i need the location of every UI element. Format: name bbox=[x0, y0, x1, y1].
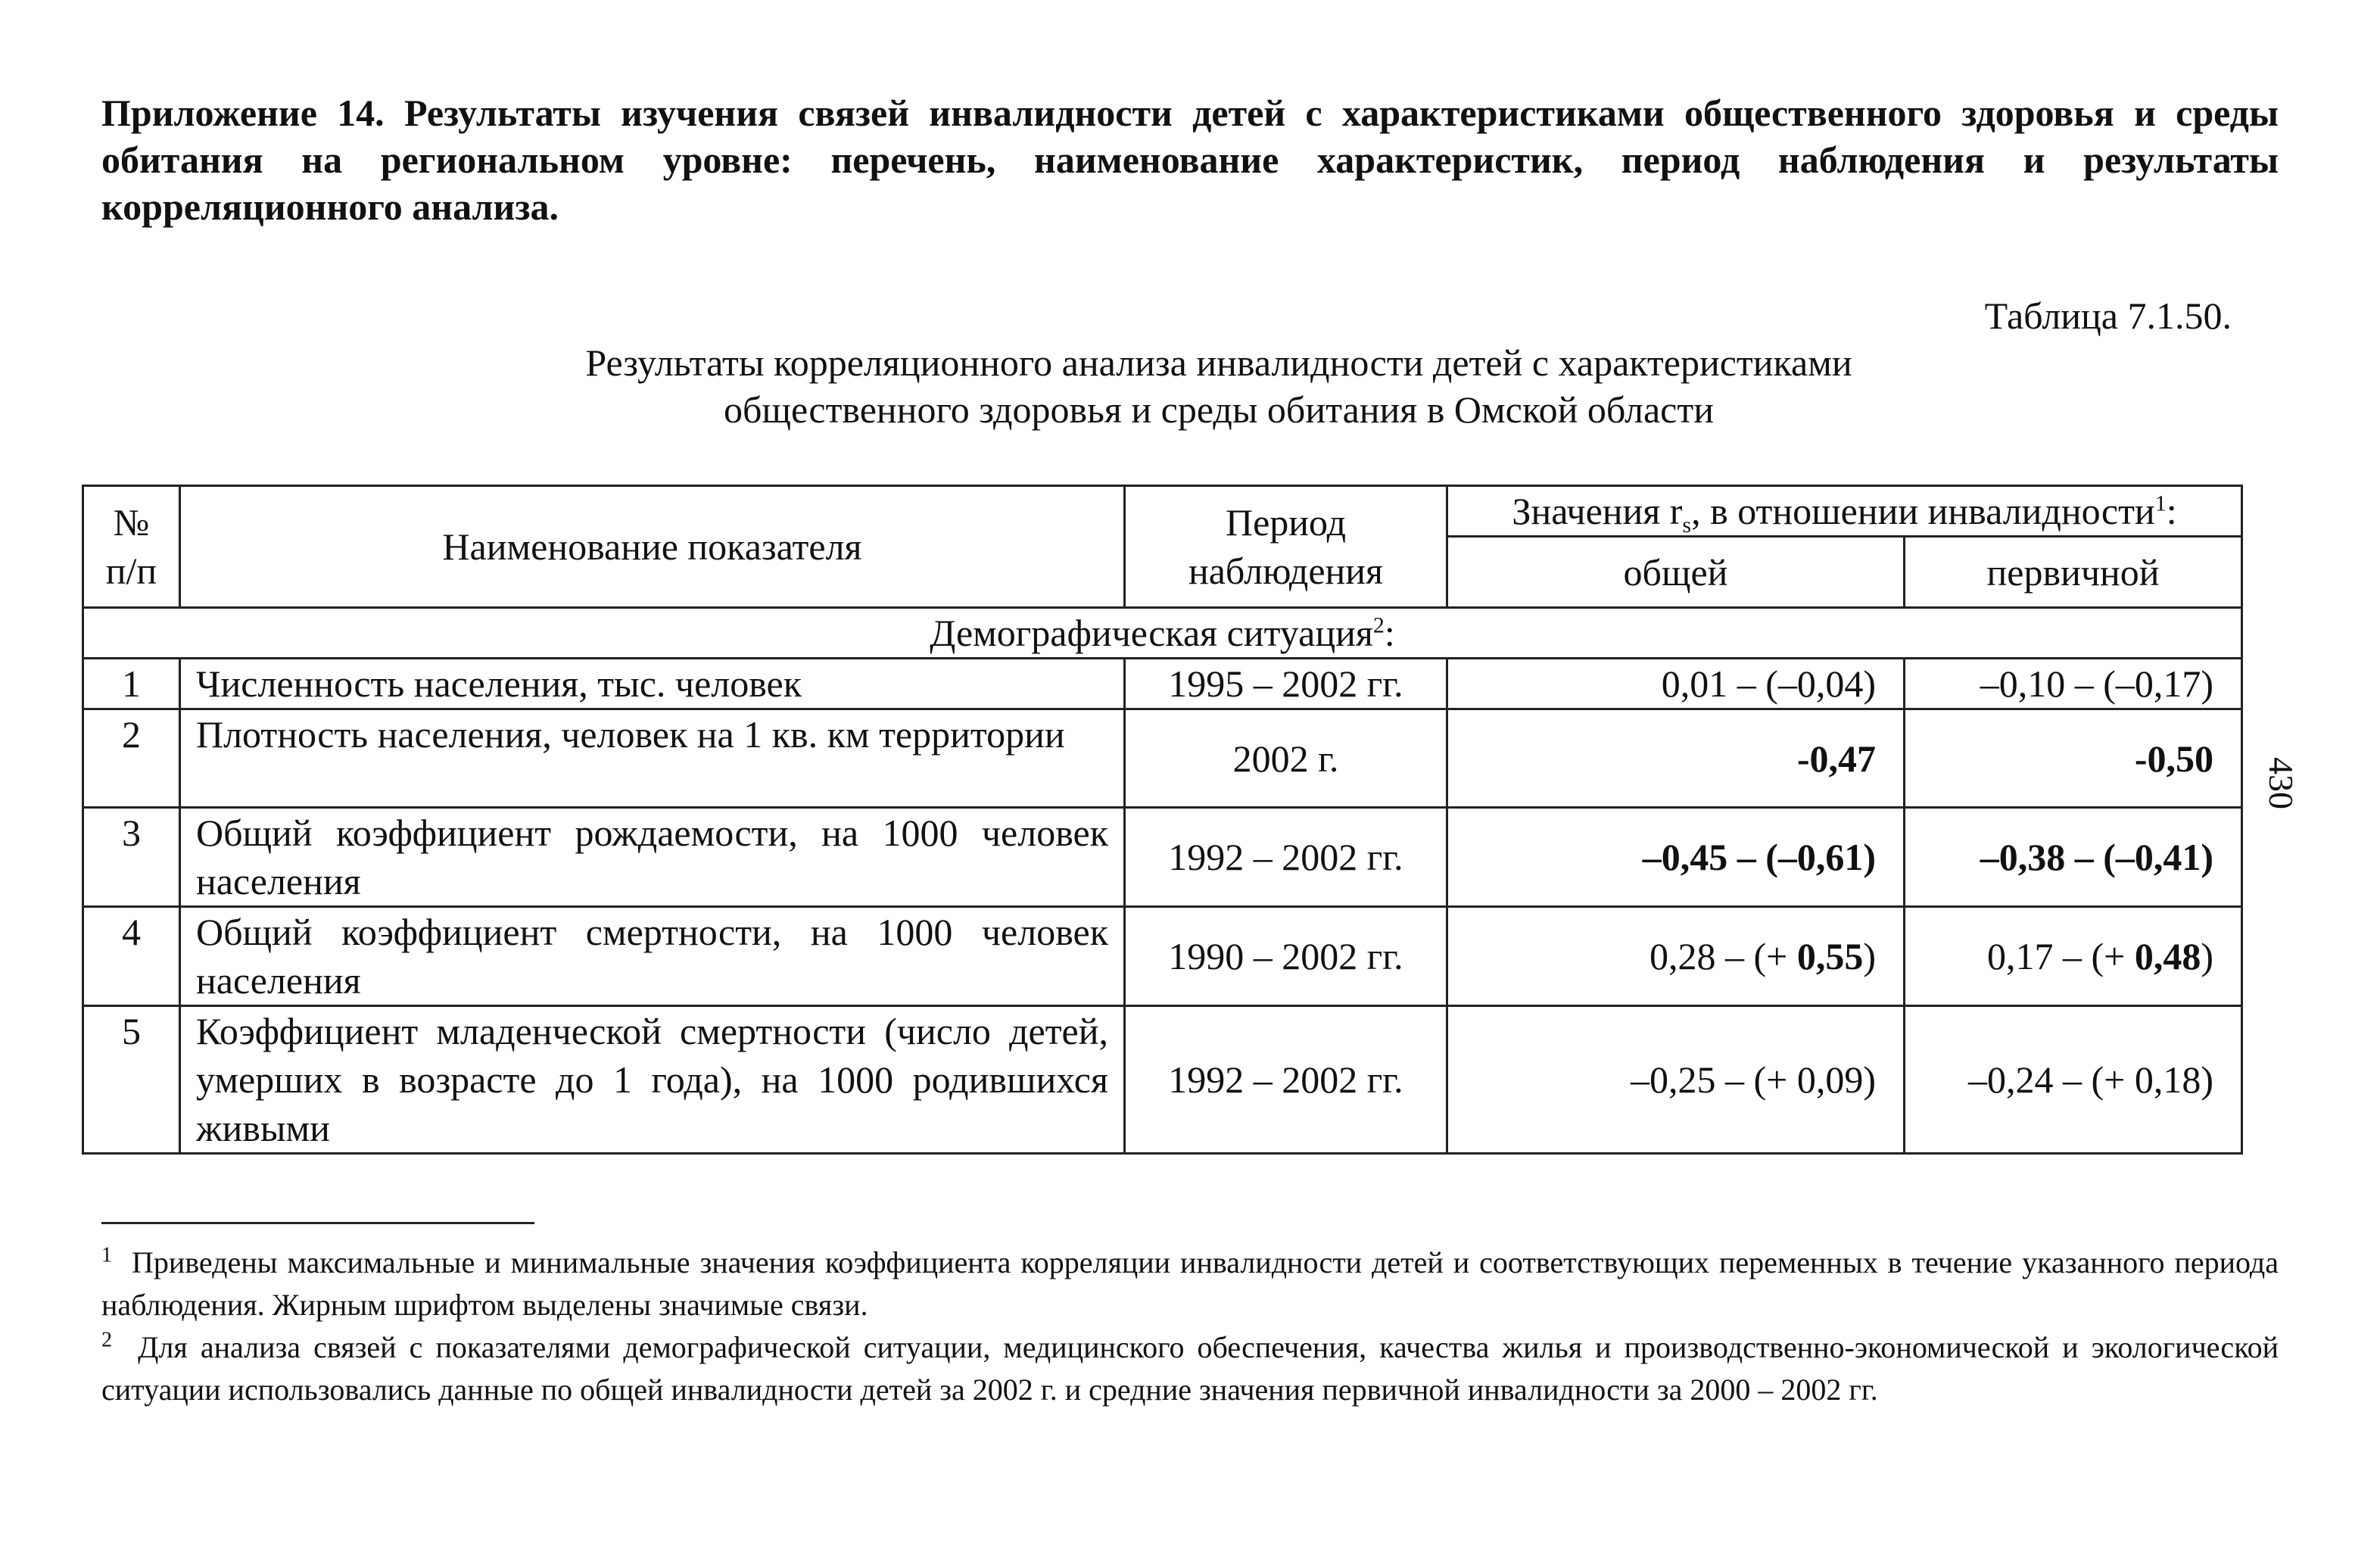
row-indicator-name: Численность населения, тыс. человек bbox=[180, 659, 1125, 709]
table-number: Таблица 7.1.50. bbox=[1984, 295, 2232, 337]
header-number-line-1: № bbox=[113, 501, 150, 544]
row-value-primary bbox=[1905, 709, 2242, 808]
footnotes bbox=[101, 1242, 2279, 1411]
row-value-primary bbox=[1905, 808, 2242, 907]
section-row bbox=[83, 608, 2242, 659]
value-bold: -0,50 bbox=[2134, 737, 2214, 780]
row-value-primary bbox=[1905, 907, 2242, 1006]
value-plain: 0,17 – (+ bbox=[1987, 935, 2135, 977]
row-indicator-name: Плотность населения, человек на 1 кв. км территории bbox=[180, 709, 1125, 808]
row-value-general bbox=[1447, 709, 1905, 808]
row-value-general bbox=[1447, 907, 1905, 1006]
row-value-primary bbox=[1905, 659, 2242, 709]
row-number: 5 bbox=[83, 1006, 180, 1154]
row-indicator-name: Общий коэффициент смертности, на 1000 человек населения bbox=[180, 907, 1125, 1006]
row-indicator-name: Коэффициент младенческой смертности (число детей, умерших в возрасте до 1 года), на 1000 родившихся живыми bbox=[180, 1006, 1125, 1154]
value-plain: –0,24 – (+ 0,18) bbox=[1968, 1058, 2214, 1101]
footnote-divider bbox=[101, 1222, 534, 1224]
header-values-footnote-mark: 1 bbox=[2154, 491, 2167, 516]
header-values-suffix: , в отношении инвалидности bbox=[1691, 490, 2155, 532]
header-values-sub: s bbox=[1682, 513, 1692, 538]
table-row bbox=[83, 1006, 2242, 1154]
header-period-line-1: Период bbox=[1225, 501, 1347, 544]
row-number: 4 bbox=[83, 907, 180, 1006]
section-title: Демографическая ситуация bbox=[930, 612, 1373, 654]
header-indicator-name: Наименование показателя bbox=[180, 486, 1125, 608]
value-close: ) bbox=[1863, 935, 1876, 977]
row-value-primary bbox=[1905, 1006, 2242, 1154]
row-number: 3 bbox=[83, 808, 180, 907]
header-primary: первичной bbox=[1905, 537, 2242, 608]
value-plain: 0,01 – (–0,04) bbox=[1661, 662, 1876, 705]
row-number: 2 bbox=[83, 709, 180, 808]
row-indicator-name: Общий коэффициент рождаемости, на 1000 человек населения bbox=[180, 808, 1125, 907]
row-period: 1995 – 2002 гг. bbox=[1125, 659, 1447, 709]
header-values-prefix: Значения r bbox=[1512, 490, 1683, 532]
row-period: 2002 г. bbox=[1125, 709, 1447, 808]
footnote-mark: 1 bbox=[101, 1243, 112, 1267]
row-value-general bbox=[1447, 808, 1905, 907]
value-close: ) bbox=[2201, 935, 2214, 977]
table-caption bbox=[227, 339, 2210, 433]
value-plain: –0,25 – (+ 0,09) bbox=[1631, 1058, 1876, 1101]
row-period: 1990 – 2002 гг. bbox=[1125, 907, 1447, 1006]
appendix-title: Результаты изучения связей инвалидности детей с характеристиками общественного здоровья и среды обитания на региональном уровне: перечень, наименование характеристик, период наблюдения и результаты корреляционного анализа. bbox=[101, 92, 2279, 228]
caption-line-2: общественного здоровья и среды обитания в Омской области bbox=[724, 388, 1714, 431]
correlation-table bbox=[82, 485, 2243, 1155]
table-row bbox=[83, 659, 2242, 709]
value-plain: –0,10 – (–0,17) bbox=[1980, 662, 2214, 705]
header-period bbox=[1125, 486, 1447, 608]
header-general: общей bbox=[1447, 537, 1905, 608]
footnote bbox=[101, 1242, 2279, 1326]
value-bold: –0,38 – (–0,41) bbox=[1980, 836, 2214, 878]
table-row bbox=[83, 808, 2242, 907]
row-number: 1 bbox=[83, 659, 180, 709]
footnote-text: Для анализа связей с показателями демографической ситуации, медицинского обеспечения, качества жилья и производственно-экономической и экологической ситуации использовались данные по общей инвалидности детей за 2002 г. и средние значения первичной инвалидности за 2000 – 2002 гг. bbox=[101, 1330, 2279, 1407]
appendix-heading bbox=[101, 89, 2279, 230]
footnote-text: Приведены максимальные и минимальные значения коэффициента корреляции инвалидности детей и соответствующих переменных в течение указанного периода наблюдения. Жирным шрифтом выделены значимые связи. bbox=[101, 1245, 2279, 1322]
appendix-label: Приложение 14. bbox=[101, 92, 385, 134]
header-values bbox=[1447, 486, 2242, 537]
value-bold: 0,48 bbox=[2134, 935, 2201, 977]
caption-line-1: Результаты корреляционного анализа инвалидности детей с характеристиками bbox=[585, 341, 1852, 384]
value-bold: -0,47 bbox=[1796, 737, 1876, 780]
value-bold: 0,55 bbox=[1796, 935, 1864, 977]
header-period-line-2: наблюдения bbox=[1188, 550, 1384, 592]
header-number bbox=[83, 486, 180, 608]
table-row bbox=[83, 907, 2242, 1006]
value-plain: 0,28 – (+ bbox=[1649, 935, 1797, 977]
page-number: 430 bbox=[2262, 757, 2301, 809]
header-number-line-2: п/п bbox=[105, 550, 157, 592]
row-period: 1992 – 2002 гг. bbox=[1125, 1006, 1447, 1154]
section-footnote-mark: 2 bbox=[1372, 612, 1385, 638]
footnote bbox=[101, 1326, 2279, 1411]
value-bold: –0,45 – (–0,61) bbox=[1642, 836, 1876, 878]
header-values-colon: : bbox=[2166, 490, 2177, 532]
table-row bbox=[83, 709, 2242, 808]
row-value-general bbox=[1447, 659, 1905, 709]
row-period: 1992 – 2002 гг. bbox=[1125, 808, 1447, 907]
section-colon: : bbox=[1384, 612, 1395, 654]
row-value-general bbox=[1447, 1006, 1905, 1154]
footnote-mark: 2 bbox=[101, 1328, 112, 1352]
